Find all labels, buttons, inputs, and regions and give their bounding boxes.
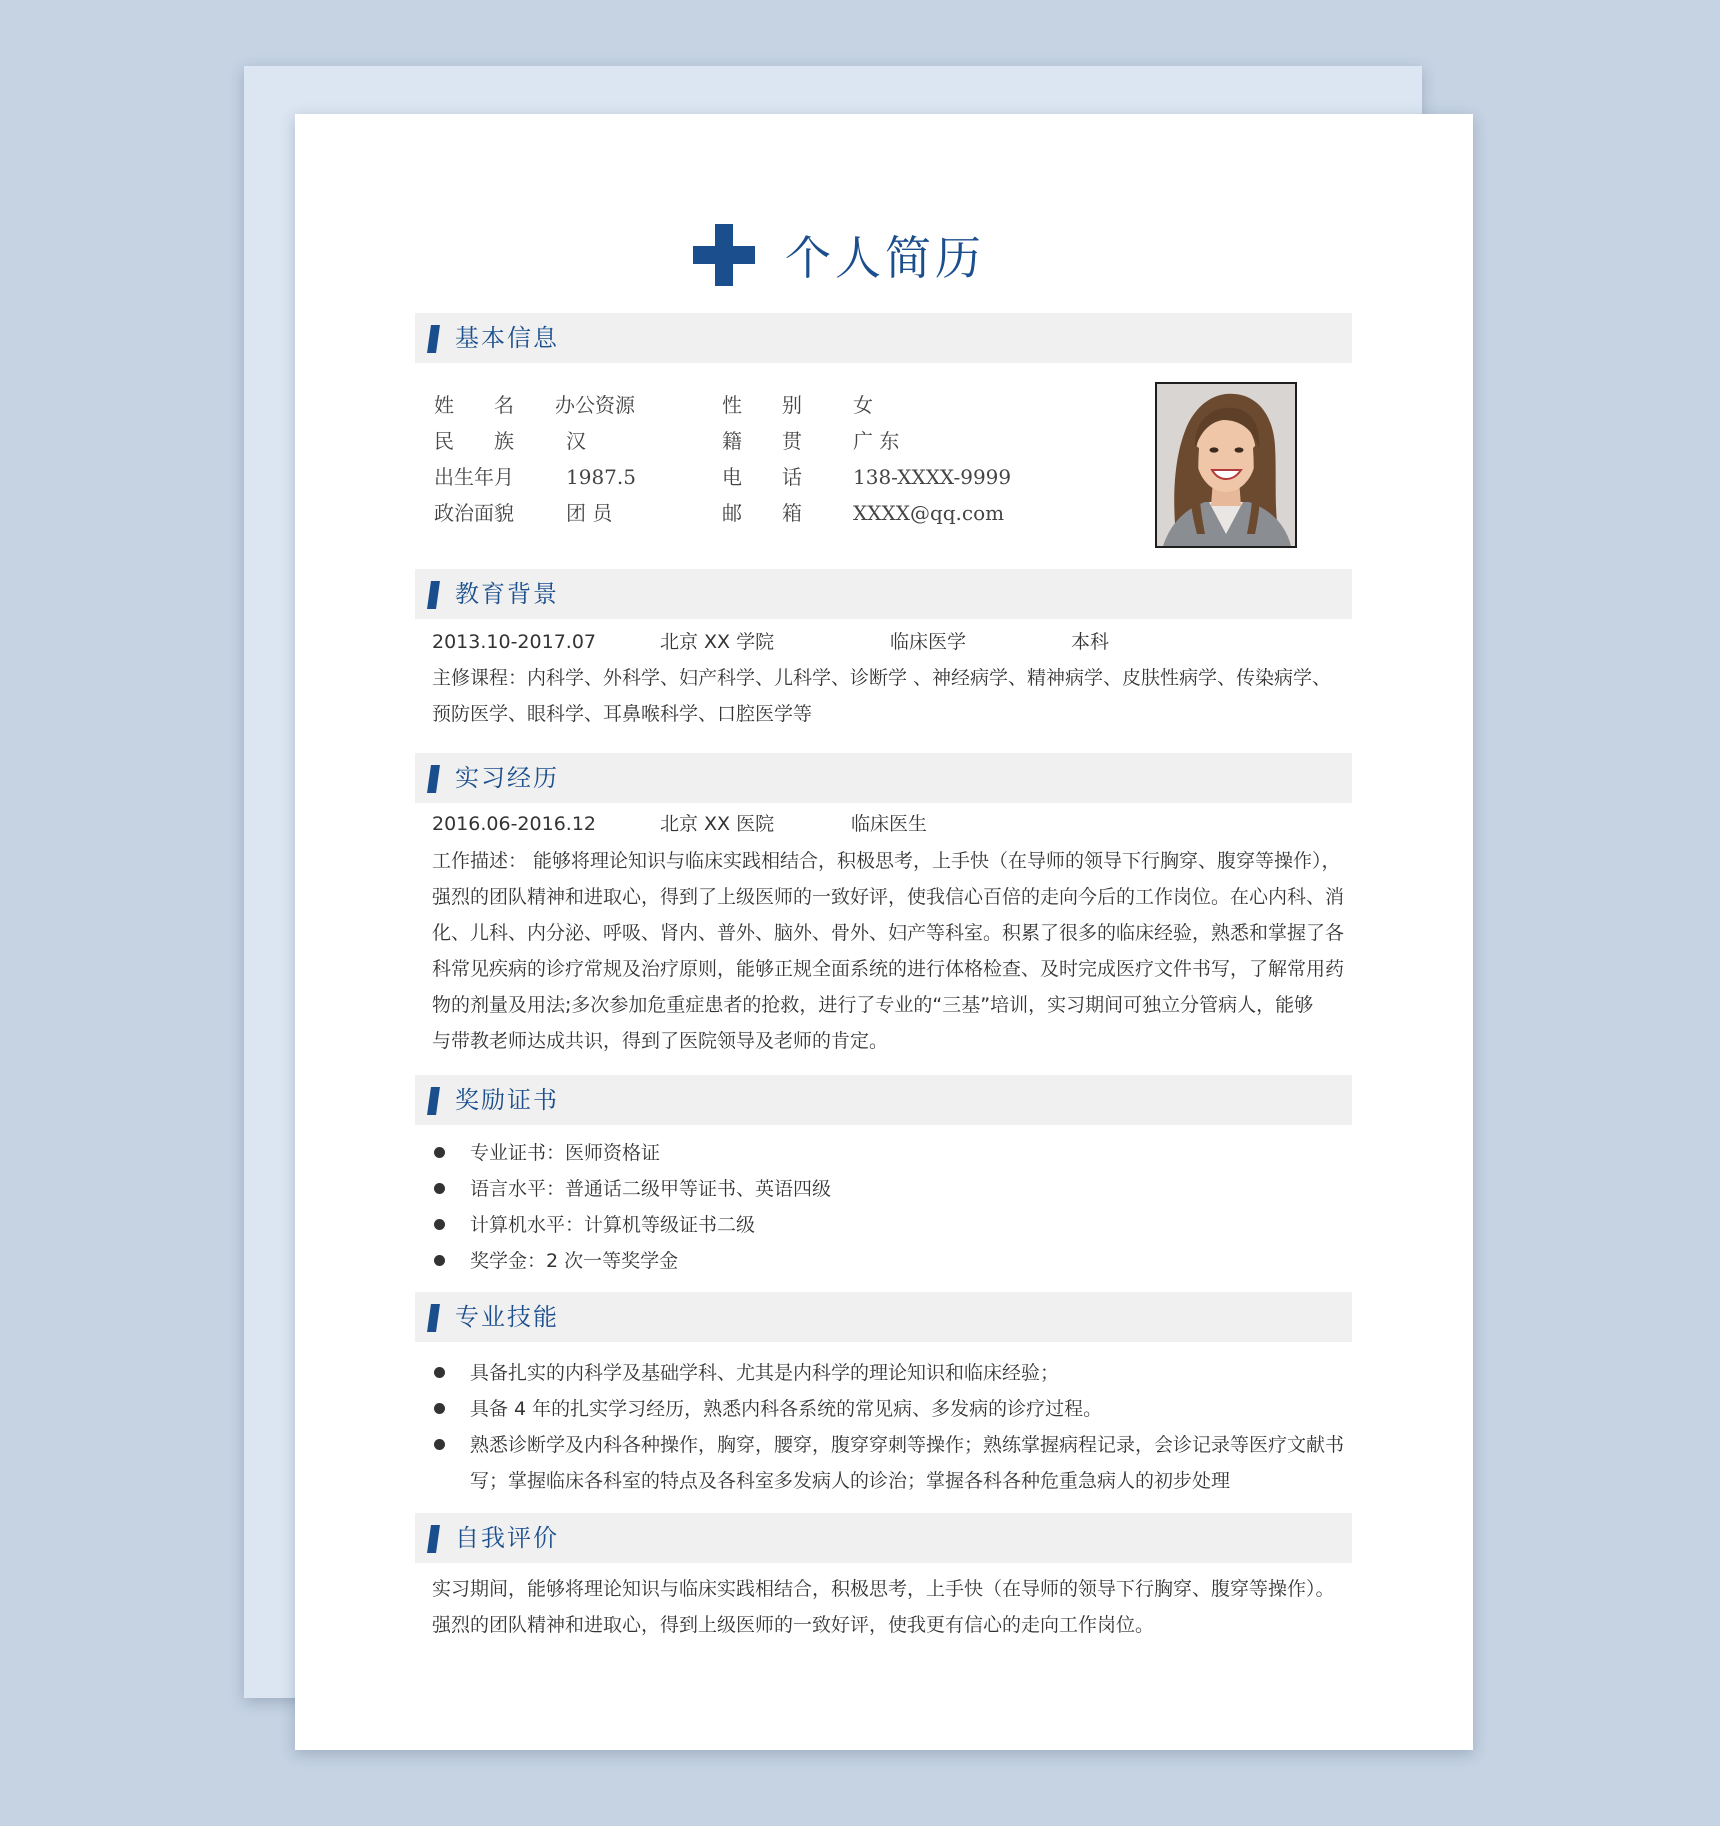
ethnicity-label: 民 族 [434,429,514,453]
section-header-education [415,569,1352,619]
section-header-self [415,1513,1352,1563]
bullet-icon [434,1403,445,1414]
award-item: 计算机水平：计算机等级证书二级 [470,1214,756,1236]
self-eval-line: 实习期间，能够将理论知识与临床实践相结合，积极思考，上手快（在导师的领导下行胸穿、腹穿等操作）。 [432,1578,1335,1600]
section-marker [427,581,440,609]
phone-value: 138-XXXX-9999 [853,465,1012,489]
section-header-basic [415,313,1352,363]
section-title-awards: 奖励证书 [455,1086,559,1114]
section-header-awards [415,1075,1352,1125]
self-eval-line: 强烈的团队精神和进取心，得到上级医师的一致好评，使我更有信心的走向工作岗位。 [432,1614,1155,1636]
internship-line: 工作描述： 能够将理论知识与临床实践相结合，积极思考，上手快（在导师的领导下行胸穿、腹穿等操作）， [432,850,1341,872]
skill-item: 具备 4 年的扎实学习经历，熟悉内科各系统的常见病、多发病的诊疗过程。 [470,1398,1103,1420]
education-courses-line2: 预防医学、眼科学、耳鼻喉科学、口腔医学等 [432,703,813,725]
section-marker [427,325,440,353]
bullet-icon [434,1439,445,1450]
section-title-skills: 专业技能 [455,1303,559,1331]
section-marker [427,1525,440,1553]
section-title-internship: 实习经历 [455,764,559,792]
name-label: 姓 名 [434,393,514,417]
education-school: 北京 XX 学院 [660,631,775,653]
section-marker [427,765,440,793]
internship-line: 物的剂量及用法;多次参加危重症患者的抢救，进行了专业的“三基”培训，实习期间可独立分管病人，能够 [432,994,1314,1016]
title-block [693,222,985,288]
email-value: XXXX@qq.com [853,501,1005,525]
birth-label: 出生年月 [434,465,514,489]
ethnicity-value: 汉 [566,429,586,453]
medical-cross-icon [693,224,755,286]
section-title-self: 自我评价 [455,1524,559,1552]
section-header-internship [415,753,1352,803]
internship-line: 化、儿科、内分泌、呼吸、肾内、普外、脑外、骨外、妇产等科室。积累了很多的临床经验，熟悉和掌握了各 [432,922,1345,944]
bullet-icon [434,1219,445,1230]
internship-line: 强烈的团队精神和进取心，得到了上级医师的一致好评，使我信心百倍的走向今后的工作岗位。在心内科、消 [432,886,1345,908]
origin-label: 籍 贯 [722,429,802,453]
skill-item: 具备扎实的内科学及基础学科、尤其是内科学的理论知识和临床经验； [470,1362,1060,1384]
award-item: 专业证书：医师资格证 [470,1142,661,1164]
internship-role: 临床医生 [851,813,928,835]
internship-period: 2016.06-2016.12 [432,813,596,835]
bullet-icon [434,1367,445,1378]
internship-hospital: 北京 XX 医院 [660,813,775,835]
section-title-basic: 基本信息 [455,324,559,352]
internship-line: 科常见疾病的诊疗常规及治疗原则，能够正规全面系统的进行体格检查、及时完成医疗文件书写，了解常用药 [432,958,1345,980]
bullet-icon [434,1255,445,1266]
education-major: 临床医学 [890,631,967,653]
birth-value: 1987.5 [566,465,636,489]
gender-label: 性 别 [722,393,802,417]
education-period: 2013.10-2017.07 [432,631,596,653]
phone-label: 电 话 [722,465,802,489]
section-header-skills [415,1292,1352,1342]
education-degree: 本科 [1071,631,1110,653]
politics-label: 政治面貌 [434,501,514,525]
skill-item: 熟悉诊断学及内科各种操作，胸穿，腰穿，腹穿穿刺等操作；熟练掌握病程记录，会诊记录等医疗文献书 [470,1434,1345,1456]
section-marker [427,1087,440,1115]
name-value: 办公资源 [555,393,635,417]
politics-value: 团 员 [566,501,613,525]
section-title-education: 教育背景 [455,580,559,608]
award-item: 奖学金：2 次一等奖学金 [470,1250,679,1272]
award-item: 语言水平：普通话二级甲等证书、英语四级 [470,1178,832,1200]
profile-photo [1155,382,1297,548]
gender-value: 女 [853,393,873,417]
bullet-icon [434,1183,445,1194]
origin-value: 广 东 [853,429,900,453]
education-courses-line1: 主修课程：内科学、外科学、妇产科学、儿科学、诊断学 、神经病学、精神病学、皮肤性病学、传染病学、 [432,667,1332,689]
bullet-icon [434,1147,445,1158]
email-label: 邮 箱 [722,501,802,525]
section-marker [427,1304,440,1332]
skill-item-continued: 写；掌握临床各科室的特点及各科室多发病人的诊治；掌握各科各种危重急病人的初步处理 [470,1470,1231,1492]
internship-line: 与带教老师达成共识，得到了医院领导及老师的肯定。 [432,1030,889,1052]
page-title: 个人简历 [785,231,985,285]
